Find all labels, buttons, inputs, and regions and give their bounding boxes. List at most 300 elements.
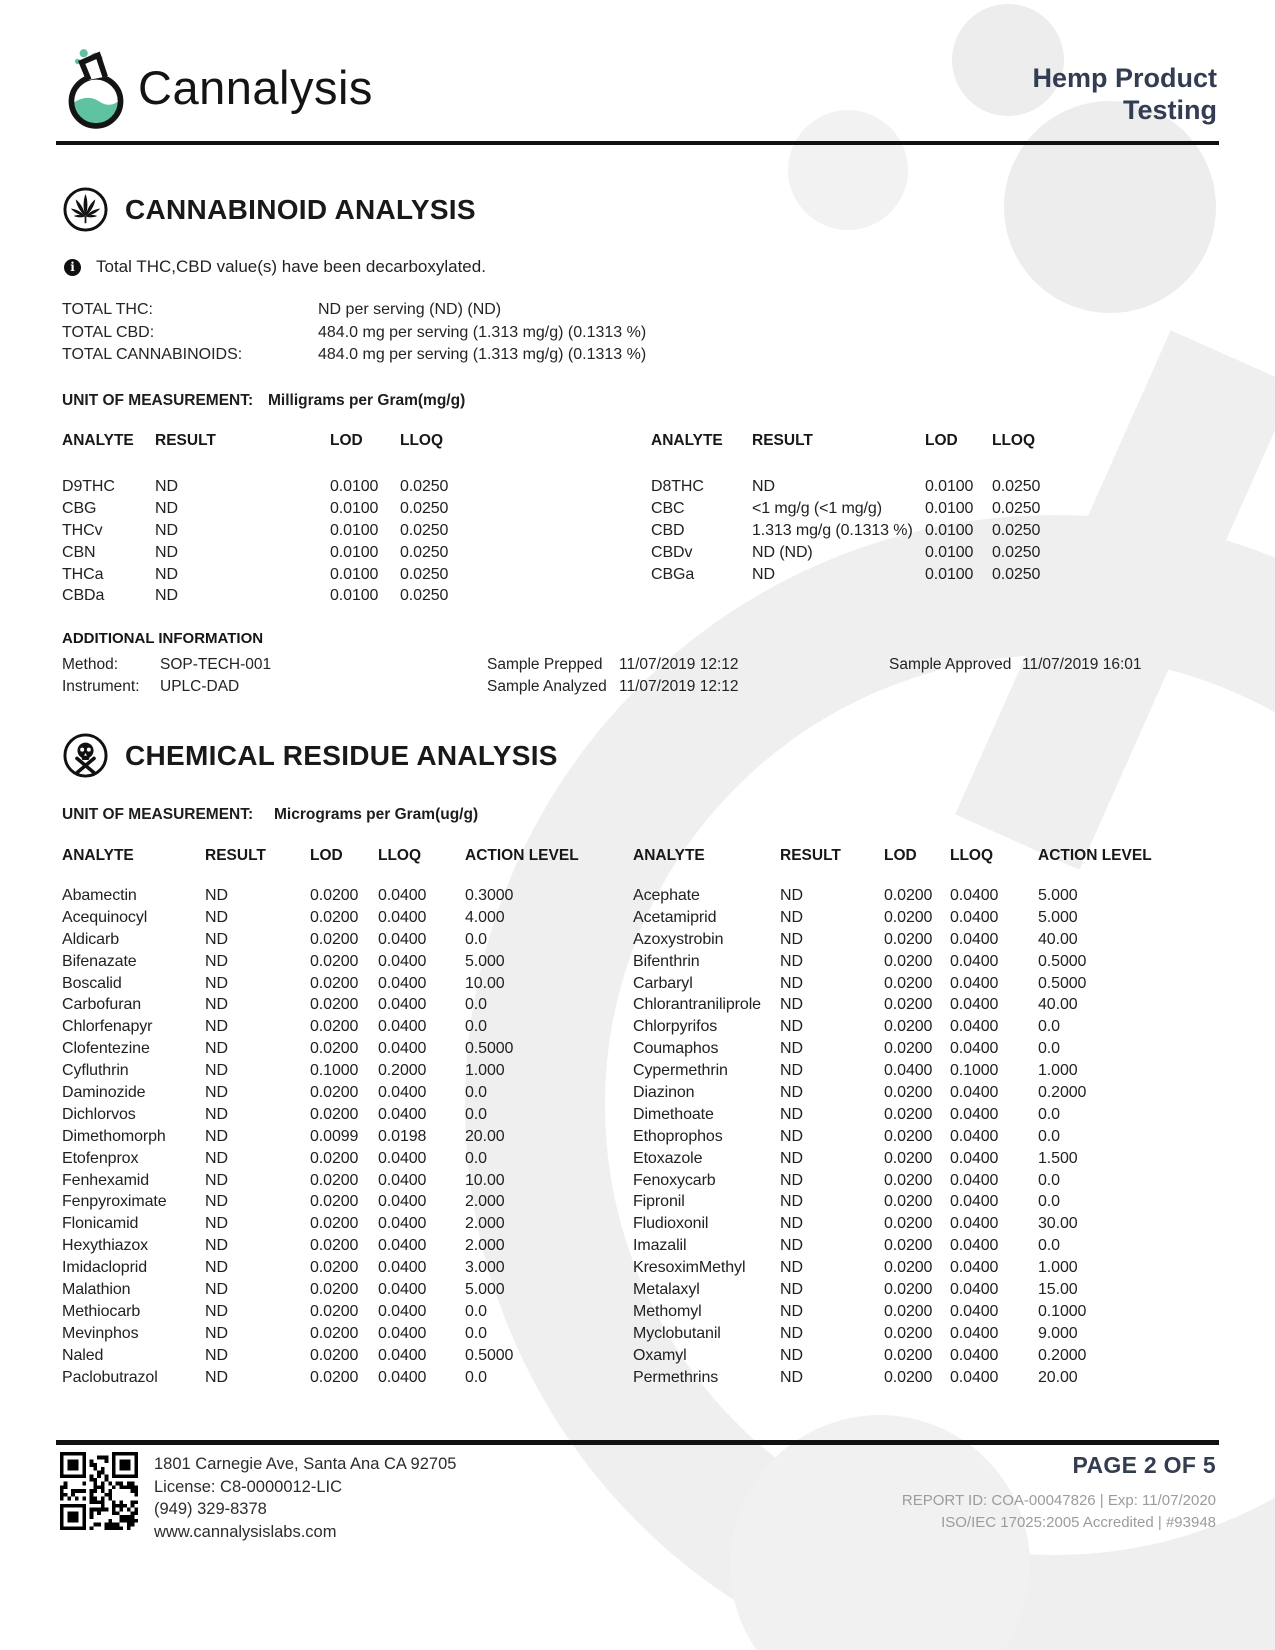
analyte-value: 0.0250 [992, 565, 1041, 583]
analyte-value: 0.3000 [465, 887, 514, 904]
analyte-name: Dichlorvos [62, 1105, 136, 1123]
analyte-value: 0.0200 [310, 1259, 359, 1277]
analyte-value: 0.0200 [310, 1171, 359, 1189]
unit-label: UNIT OF MEASUREMENT: [62, 392, 254, 409]
sample-prepped-value: 11/07/2019 12:12 [619, 656, 739, 673]
brand-name: Cannalysis [138, 60, 373, 114]
analyte-value: 1.500 [1038, 1149, 1078, 1167]
instrument-value: UPLC-DAD [160, 678, 240, 695]
analyte-value: ND [752, 478, 775, 495]
analyte-value: ND [780, 1368, 803, 1386]
analyte-name: Imidacloprid [62, 1259, 148, 1277]
analyte-value: 0.0100 [925, 478, 974, 495]
analyte-value: 0.0200 [884, 1368, 933, 1386]
analyte-value: 0.0400 [950, 1237, 999, 1255]
analyte-value: ND [205, 952, 228, 970]
analyte-name: Methomyl [633, 1302, 702, 1320]
analyte-value: 0.0200 [884, 887, 933, 904]
analyte-value: ND [205, 1018, 228, 1036]
analyte-value: ND [205, 1040, 228, 1058]
analyte-value: 0.0400 [378, 908, 427, 926]
column-header: RESULT [155, 432, 216, 449]
analyte-value: ND [780, 1018, 803, 1036]
analyte-value: 0.0400 [950, 1171, 999, 1189]
column-header: LLOQ [992, 432, 1036, 449]
analyte-value: 0.0250 [992, 478, 1041, 495]
analyte-value: 0.0400 [378, 930, 427, 948]
analyte-value: 0.0400 [950, 1302, 999, 1320]
unit-value: Milligrams per Gram(mg/g) [268, 392, 466, 409]
analyte-value: 0.0200 [310, 1346, 359, 1364]
analyte-value: 0.0200 [310, 1149, 359, 1167]
analyte-value: ND [780, 1302, 803, 1320]
analyte-value: 0.0250 [400, 587, 449, 605]
analyte-name: Methiocarb [62, 1302, 141, 1320]
analyte-value: 0.0200 [310, 1084, 359, 1102]
analyte-value: 0.5000 [465, 1346, 514, 1364]
report-type-line2: Testing [1123, 95, 1217, 126]
analyte-value: 0.0400 [378, 1281, 427, 1299]
analyte-value: ND [780, 952, 803, 970]
analyte-value: 0.0200 [310, 908, 359, 926]
analyte-name: Malathion [62, 1281, 131, 1299]
section-title-chemical: CHEMICAL RESIDUE ANALYSIS [125, 739, 558, 771]
analyte-value: 0.0200 [310, 1302, 359, 1320]
analyte-value: 0.0400 [950, 996, 999, 1014]
analyte-value: 0.0250 [992, 499, 1041, 517]
analyte-value: 0.0200 [310, 952, 359, 970]
analyte-value: ND [205, 1281, 228, 1299]
analyte-value: 0.0400 [378, 887, 427, 904]
analyte-value: ND [780, 1324, 803, 1342]
analyte-name: THCa [62, 565, 104, 583]
analyte-value: 0.0200 [884, 1281, 933, 1299]
cannabinoid-table-right [651, 432, 1072, 587]
total-cbd-row [62, 323, 647, 347]
analyte-value: 0.0250 [400, 543, 449, 561]
analyte-value: 0.0400 [950, 1127, 999, 1145]
analyte-value: 0.0400 [378, 1149, 427, 1167]
analyte-name: Dimethomorph [62, 1127, 166, 1145]
analyte-value: 0.0 [1038, 1237, 1060, 1255]
analyte-value: 0.0400 [950, 1018, 999, 1036]
analyte-value: 0.0 [465, 1302, 487, 1320]
analyte-value: 5.000 [1038, 887, 1078, 904]
sample-prepped-label: Sample Prepped [487, 656, 603, 673]
analyte-value: 0.0 [465, 1149, 487, 1167]
additional-information-heading: ADDITIONAL INFORMATION [62, 630, 264, 647]
analyte-value: 5.000 [465, 1281, 505, 1299]
analyte-value: 0.0400 [884, 1062, 933, 1080]
column-header: RESULT [205, 847, 266, 864]
analyte-name: D8THC [651, 478, 704, 495]
analyte-name: Etoxazole [633, 1149, 703, 1167]
analyte-value: 0.0250 [400, 478, 449, 495]
analyte-value: 0.0200 [310, 1324, 359, 1342]
analyte-value: ND [205, 1062, 228, 1080]
method-row [62, 656, 1217, 678]
analyte-value: ND [155, 478, 178, 495]
column-header: RESULT [752, 432, 813, 449]
analyte-value: 0.0400 [378, 1084, 427, 1102]
decarboxylation-note [64, 257, 486, 277]
analyte-name: CBGa [651, 565, 695, 583]
analyte-value: 0.0100 [925, 521, 974, 539]
analyte-value: 0.0100 [330, 478, 379, 495]
analyte-value: 2.000 [465, 1193, 505, 1211]
analyte-value: 0.0200 [310, 1237, 359, 1255]
analyte-value: ND [155, 543, 178, 561]
analyte-value: 0.1000 [950, 1062, 999, 1080]
analyte-value: 0.0 [1038, 1193, 1060, 1211]
analyte-value: 0.0400 [950, 887, 999, 904]
analyte-value: 0.0200 [310, 974, 359, 992]
analyte-value: ND [780, 996, 803, 1014]
analyte-value: 0.0099 [310, 1127, 359, 1145]
analyte-value: 40.00 [1038, 930, 1078, 948]
analyte-name: Cyfluthrin [62, 1062, 129, 1080]
qr-code [60, 1452, 138, 1530]
total-cannabinoids-row [62, 346, 647, 369]
total-thc-value: ND per serving (ND) (ND) [318, 301, 502, 318]
analyte-value: 10.00 [465, 1171, 505, 1189]
analyte-value: ND [205, 1259, 228, 1277]
analyte-value: 4.000 [465, 908, 505, 926]
analyte-value: ND [205, 996, 228, 1014]
analyte-name: Hexythiazox [62, 1237, 149, 1255]
analyte-value: 0.0200 [884, 930, 933, 948]
analyte-value: 0.0 [465, 930, 487, 948]
analyte-value: 0.0200 [884, 1259, 933, 1277]
analyte-value: 0.0250 [992, 543, 1041, 561]
instrument-row [62, 678, 1217, 700]
analyte-value: ND [780, 1062, 803, 1080]
analyte-name: CBC [651, 499, 685, 517]
instrument-label: Instrument: [62, 678, 140, 695]
analyte-value: 0.0200 [310, 996, 359, 1014]
analyte-name: Flonicamid [62, 1215, 139, 1233]
analyte-value: 0.0400 [950, 1281, 999, 1299]
analyte-value: 0.0100 [925, 543, 974, 561]
lab-license: License: C8-0000012-LIC [154, 1477, 343, 1496]
analyte-name: Paclobutrazol [62, 1368, 158, 1386]
analyte-name: Chlorfenapyr [62, 1018, 153, 1036]
analyte-name: Acetamiprid [633, 908, 717, 926]
analyte-name: Acephate [633, 887, 700, 904]
analyte-value: 0.0250 [992, 521, 1041, 539]
lab-phone: (949) 329-8378 [154, 1500, 267, 1518]
analyte-value: ND [205, 1084, 228, 1102]
analyte-value: 0.0400 [378, 1302, 427, 1320]
sample-analyzed-value: 11/07/2019 12:12 [619, 678, 739, 695]
analyte-value: 0.0200 [310, 1281, 359, 1299]
analyte-value: 0.0 [465, 1368, 487, 1386]
analyte-name: Clofentezine [62, 1040, 150, 1058]
analyte-value: 0.0400 [378, 1040, 427, 1058]
analyte-value: 0.0 [465, 1324, 487, 1342]
analyte-value: ND [205, 908, 228, 926]
analyte-value: ND [780, 1346, 803, 1364]
additional-information [62, 630, 1217, 700]
analyte-value: 0.0200 [884, 908, 933, 926]
analyte-name: CBN [62, 543, 96, 561]
analyte-value: ND [205, 887, 228, 904]
analyte-value: 0.0400 [950, 1105, 999, 1123]
analyte-value: 0.0200 [310, 1368, 359, 1386]
analyte-value: 0.2000 [1038, 1346, 1087, 1364]
analyte-name: Naled [62, 1346, 104, 1364]
analyte-name: Oxamyl [633, 1346, 687, 1364]
analyte-value: 0.0 [465, 1084, 487, 1102]
analyte-name: Abamectin [62, 887, 137, 904]
analyte-name: Chlorantraniliprole [633, 996, 761, 1014]
analyte-name: Permethrins [633, 1368, 719, 1386]
analyte-value: 0.1000 [1038, 1302, 1087, 1320]
analyte-value: 0.2000 [1038, 1084, 1087, 1102]
analyte-value: ND [780, 1215, 803, 1233]
info-icon: i [64, 259, 81, 276]
analyte-name: Bifenthrin [633, 952, 700, 970]
analyte-value: 0.0200 [310, 1215, 359, 1233]
analyte-value: 0.0200 [884, 996, 933, 1014]
analyte-value: ND [780, 887, 803, 904]
analyte-value: 0.0 [1038, 1127, 1060, 1145]
analyte-value: 1.313 mg/g (0.1313 %) [752, 521, 913, 539]
analyte-value: 0.0200 [884, 1084, 933, 1102]
total-cannabinoids-label: TOTAL CANNABINOIDS: [62, 346, 243, 363]
analyte-name: Fludioxonil [633, 1215, 709, 1233]
analyte-name: Bifenazate [62, 952, 137, 970]
analyte-name: D9THC [62, 478, 115, 495]
analyte-name: Acequinocyl [62, 908, 148, 926]
analyte-value: 0.0400 [378, 952, 427, 970]
analyte-value: 0.0250 [400, 565, 449, 583]
analyte-value: ND [780, 1193, 803, 1211]
analyte-value: 0.0200 [884, 1215, 933, 1233]
analyte-value: 0.0400 [950, 1040, 999, 1058]
analyte-value: ND [780, 930, 803, 948]
column-header: ANALYTE [62, 432, 134, 449]
cannabinoid-table-left [62, 432, 480, 609]
column-header: LOD [330, 432, 363, 449]
footer-report-info [902, 1452, 1216, 1534]
analyte-value: ND [205, 1105, 228, 1123]
analyte-value: ND [780, 1127, 803, 1145]
cannabinoid-unit-row [62, 392, 466, 410]
analyte-value: 20.00 [1038, 1368, 1078, 1386]
analyte-name: Mevinphos [62, 1324, 139, 1342]
analyte-value: ND [205, 1149, 228, 1167]
analyte-value: 0.0200 [310, 1018, 359, 1036]
analyte-value: <1 mg/g (<1 mg/g) [752, 499, 882, 517]
analyte-value: 0.0200 [310, 1105, 359, 1123]
analyte-value: 0.0400 [378, 1324, 427, 1342]
analyte-name: Cypermethrin [633, 1062, 728, 1080]
analyte-value: 0.0100 [925, 565, 974, 583]
analyte-name: Dimethoate [633, 1105, 714, 1123]
analyte-name: Metalaxyl [633, 1281, 700, 1299]
analyte-value: ND [780, 1259, 803, 1277]
analyte-value: ND [205, 1171, 228, 1189]
analyte-value: 30.00 [1038, 1215, 1078, 1233]
analyte-value: 0.0200 [884, 1324, 933, 1342]
analyte-value: 0.0400 [378, 996, 427, 1014]
analyte-value: 10.00 [465, 974, 505, 992]
analyte-value: 0.0 [465, 1105, 487, 1123]
analyte-name: Aldicarb [62, 930, 120, 948]
analyte-name: Fenoxycarb [633, 1171, 716, 1189]
analyte-value: 0.0200 [310, 930, 359, 948]
analyte-name: CBDa [62, 587, 105, 605]
analyte-value: 0.0 [465, 996, 487, 1014]
analyte-value: ND [205, 1127, 228, 1145]
analyte-name: Fenpyroximate [62, 1193, 167, 1211]
analyte-name: CBG [62, 499, 97, 517]
analyte-value: ND [205, 1237, 228, 1255]
analyte-value: 0.5000 [1038, 952, 1087, 970]
note-text: Total THC,CBD value(s) have been decarboxylated. [96, 257, 486, 276]
column-header: LLOQ [950, 847, 994, 864]
analyte-value: 1.000 [1038, 1062, 1078, 1080]
analyte-value: ND [205, 1193, 228, 1211]
analyte-value: 0.0 [1038, 1040, 1060, 1058]
analyte-name: Boscalid [62, 974, 122, 992]
brand-logo [60, 44, 373, 130]
analyte-value: 0.0200 [884, 1193, 933, 1211]
analyte-value: 0.0200 [884, 1127, 933, 1145]
page-number: PAGE 2 OF 5 [1072, 1452, 1216, 1478]
analyte-value: ND [155, 565, 178, 583]
analyte-name: KresoximMethyl [633, 1259, 746, 1277]
analyte-value: 0.0400 [950, 1259, 999, 1277]
analyte-value: ND [780, 1040, 803, 1058]
analyte-value: 0.0200 [884, 952, 933, 970]
analyte-value: 0.0200 [884, 1346, 933, 1364]
analyte-value: 0.0200 [310, 1040, 359, 1058]
analyte-value: 0.0200 [884, 1302, 933, 1320]
analyte-value: 0.0100 [330, 587, 379, 605]
column-header: ACTION LEVEL [465, 847, 579, 864]
analyte-value: 0.0400 [378, 1259, 427, 1277]
analyte-name: Ethoprophos [633, 1127, 723, 1145]
analyte-value: 15.00 [1038, 1281, 1078, 1299]
header-divider [56, 141, 1219, 145]
analyte-value: ND [205, 930, 228, 948]
method-label: Method: [62, 656, 119, 673]
analyte-value: ND [780, 908, 803, 926]
sample-analyzed-label: Sample Analyzed [487, 678, 607, 695]
chemical-unit-row [62, 806, 479, 824]
analyte-value: 0.0 [465, 1018, 487, 1036]
skull-crossbones-icon [62, 732, 109, 779]
analyte-name: Coumaphos [633, 1040, 719, 1058]
analyte-name: Carbofuran [62, 996, 142, 1014]
analyte-value: ND [205, 1215, 228, 1233]
report-type-line1: Hemp Product [1032, 63, 1217, 93]
column-header: LOD [310, 847, 343, 864]
analyte-value: 0.0200 [884, 1237, 933, 1255]
analyte-value: 0.0200 [884, 1040, 933, 1058]
analyte-value: 9.000 [1038, 1324, 1078, 1342]
analyte-value: ND [780, 1084, 803, 1102]
analyte-value: 1.000 [465, 1062, 505, 1080]
analyte-value: 0.0400 [378, 1368, 427, 1386]
analyte-name: CBDv [651, 543, 693, 561]
chemical-table-left [62, 847, 579, 1390]
analyte-value: 5.000 [465, 952, 505, 970]
analyte-value: 0.0400 [378, 1171, 427, 1189]
analyte-value: 0.0200 [884, 1171, 933, 1189]
analyte-value: 0.5000 [465, 1040, 514, 1058]
analyte-value: 5.000 [1038, 908, 1078, 926]
total-thc-row [62, 301, 502, 324]
analyte-value: 0.0 [1038, 1171, 1060, 1189]
analyte-value: 0.0400 [950, 1149, 999, 1167]
analyte-value: 0.0200 [884, 1149, 933, 1167]
analyte-value: 2.000 [465, 1215, 505, 1233]
column-header: ANALYTE [651, 432, 723, 449]
lab-website: www.cannalysislabs.com [154, 1522, 337, 1541]
lab-address: 1801 Carnegie Ave, Santa Ana CA 92705 [154, 1455, 457, 1473]
analyte-value: 0.0200 [310, 1193, 359, 1211]
analyte-value: 0.0100 [330, 499, 379, 517]
analyte-value: ND [205, 1324, 228, 1342]
accreditation-line: ISO/IEC 17025:2005 Accredited | #93948 [941, 1514, 1216, 1531]
analyte-value: 0.0400 [378, 1215, 427, 1233]
cannabinoid-section-header [62, 186, 476, 233]
analyte-name: Carbaryl [633, 974, 693, 992]
analyte-value: 0.0100 [330, 543, 379, 561]
analyte-value: 20.00 [465, 1127, 505, 1145]
unit-value: Micrograms per Gram(ug/g) [274, 806, 479, 823]
column-header: LLOQ [400, 432, 444, 449]
analyte-value: 40.00 [1038, 996, 1078, 1014]
footer-lab-info [60, 1452, 456, 1543]
analyte-value: 0.0250 [400, 521, 449, 539]
analyte-value: ND [780, 974, 803, 992]
report-type-title [1032, 44, 1217, 127]
analyte-value: ND [155, 587, 178, 605]
analyte-value: ND [780, 1171, 803, 1189]
analyte-value: 0.0400 [950, 1193, 999, 1211]
analyte-value: ND [205, 974, 228, 992]
analyte-name: Daminozide [62, 1084, 146, 1102]
analyte-name: Fenhexamid [62, 1171, 150, 1189]
analyte-value: 2.000 [465, 1237, 505, 1255]
analyte-value: 0.0400 [378, 1193, 427, 1211]
analyte-value: 0.0400 [378, 1018, 427, 1036]
analyte-value: 0.0400 [378, 1105, 427, 1123]
analyte-value: 0.0 [1038, 1105, 1060, 1123]
column-header: ANALYTE [633, 847, 705, 864]
analyte-name: THCv [62, 521, 103, 539]
analyte-name: Fipronil [633, 1193, 685, 1211]
analyte-value: 0.0 [1038, 1018, 1060, 1036]
analyte-value: 0.0400 [950, 974, 999, 992]
analyte-value: 0.0400 [378, 974, 427, 992]
analyte-value: 0.1000 [310, 1062, 359, 1080]
analyte-value: 0.0200 [884, 1018, 933, 1036]
chemical-table-right [633, 847, 1152, 1390]
cannabis-leaf-icon [62, 186, 109, 233]
flask-logo-icon [60, 44, 132, 130]
section-title-cannabinoid: CANNABINOID ANALYSIS [125, 193, 476, 225]
analyte-value: 3.000 [465, 1259, 505, 1277]
total-cannabinoids-value: 484.0 mg per serving (1.313 mg/g) (0.1313 %) [318, 346, 647, 363]
analyte-value: 0.0100 [330, 521, 379, 539]
analyte-value: 0.0250 [400, 499, 449, 517]
analyte-value: 0.0400 [950, 908, 999, 926]
